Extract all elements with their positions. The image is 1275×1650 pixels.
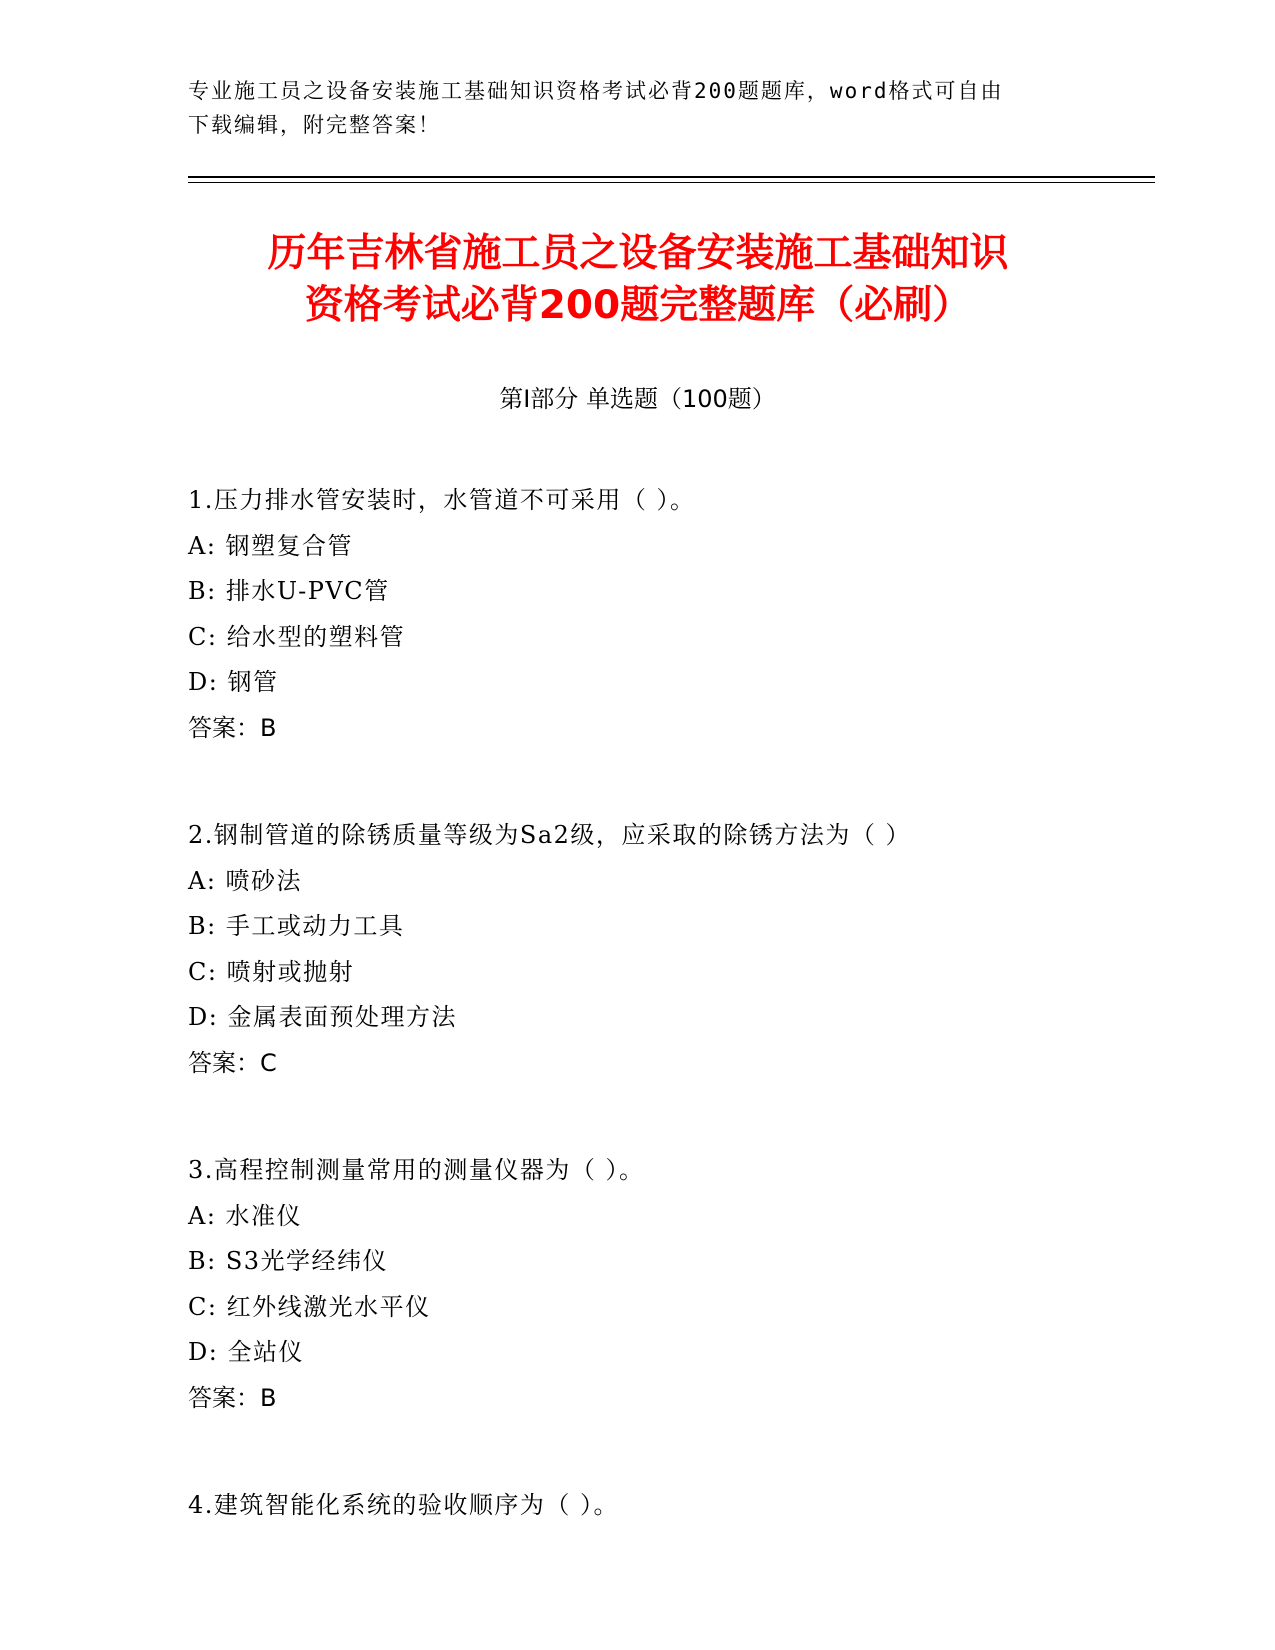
option-a: A: 水准仪 <box>188 1201 303 1230</box>
question-3 <box>188 1148 1138 1421</box>
option-a: A: 喷砂法 <box>188 866 303 895</box>
option-c: C: 红外线激光水平仪 <box>188 1292 431 1321</box>
question-1 <box>188 478 1138 751</box>
option-b: B: 手工或动力工具 <box>188 912 405 940</box>
option-b: B: 排水U-PVC管 <box>188 577 390 605</box>
option-c: C: 给水型的塑料管 <box>188 622 406 651</box>
question-2 <box>188 813 1138 1086</box>
question-stem: 3.高程控制测量常用的测量仪器为（ ）。 <box>188 1156 645 1184</box>
question-list <box>188 478 1138 1591</box>
question-4 <box>188 1483 1138 1529</box>
header-note-line-1: 专业施工员之设备安装施工基础知识资格考试必背200题题库，word格式可自由 <box>188 79 1004 103</box>
question-stem: 4.建筑智能化系统的验收顺序为（ ）。 <box>188 1491 620 1519</box>
answer: 答案：C <box>188 1048 277 1077</box>
option-d: D: 钢管 <box>188 668 279 696</box>
document-title <box>188 228 1088 332</box>
question-stem: 1.压力排水管安装时，水管道不可采用（ ）。 <box>188 486 696 514</box>
document-title-line-2: 资格考试必背200题完整题库（必刷） <box>304 283 972 328</box>
answer: 答案：B <box>188 1383 277 1412</box>
option-d: D: 金属表面预处理方法 <box>188 1003 457 1031</box>
header-note-line-2: 下载编辑，附完整答案！ <box>188 113 441 137</box>
document-title-line-1: 历年吉林省施工员之设备安装施工基础知识 <box>267 231 1009 276</box>
answer: 答案：B <box>188 713 277 742</box>
header-note <box>188 74 1088 142</box>
header-divider-thick <box>188 176 1155 178</box>
option-b: B: S3光学经纬仪 <box>188 1247 389 1275</box>
question-stem: 2.钢制管道的除锈质量等级为Sa2级，应采取的除锈方法为（ ） <box>188 821 912 849</box>
option-a: A: 钢塑复合管 <box>188 531 354 560</box>
option-d: D: 全站仪 <box>188 1338 304 1366</box>
option-c: C: 喷射或抛射 <box>188 957 355 986</box>
section-title: 第Ⅰ部分 单选题（100题） <box>499 385 776 413</box>
header-divider-thin <box>188 182 1155 183</box>
